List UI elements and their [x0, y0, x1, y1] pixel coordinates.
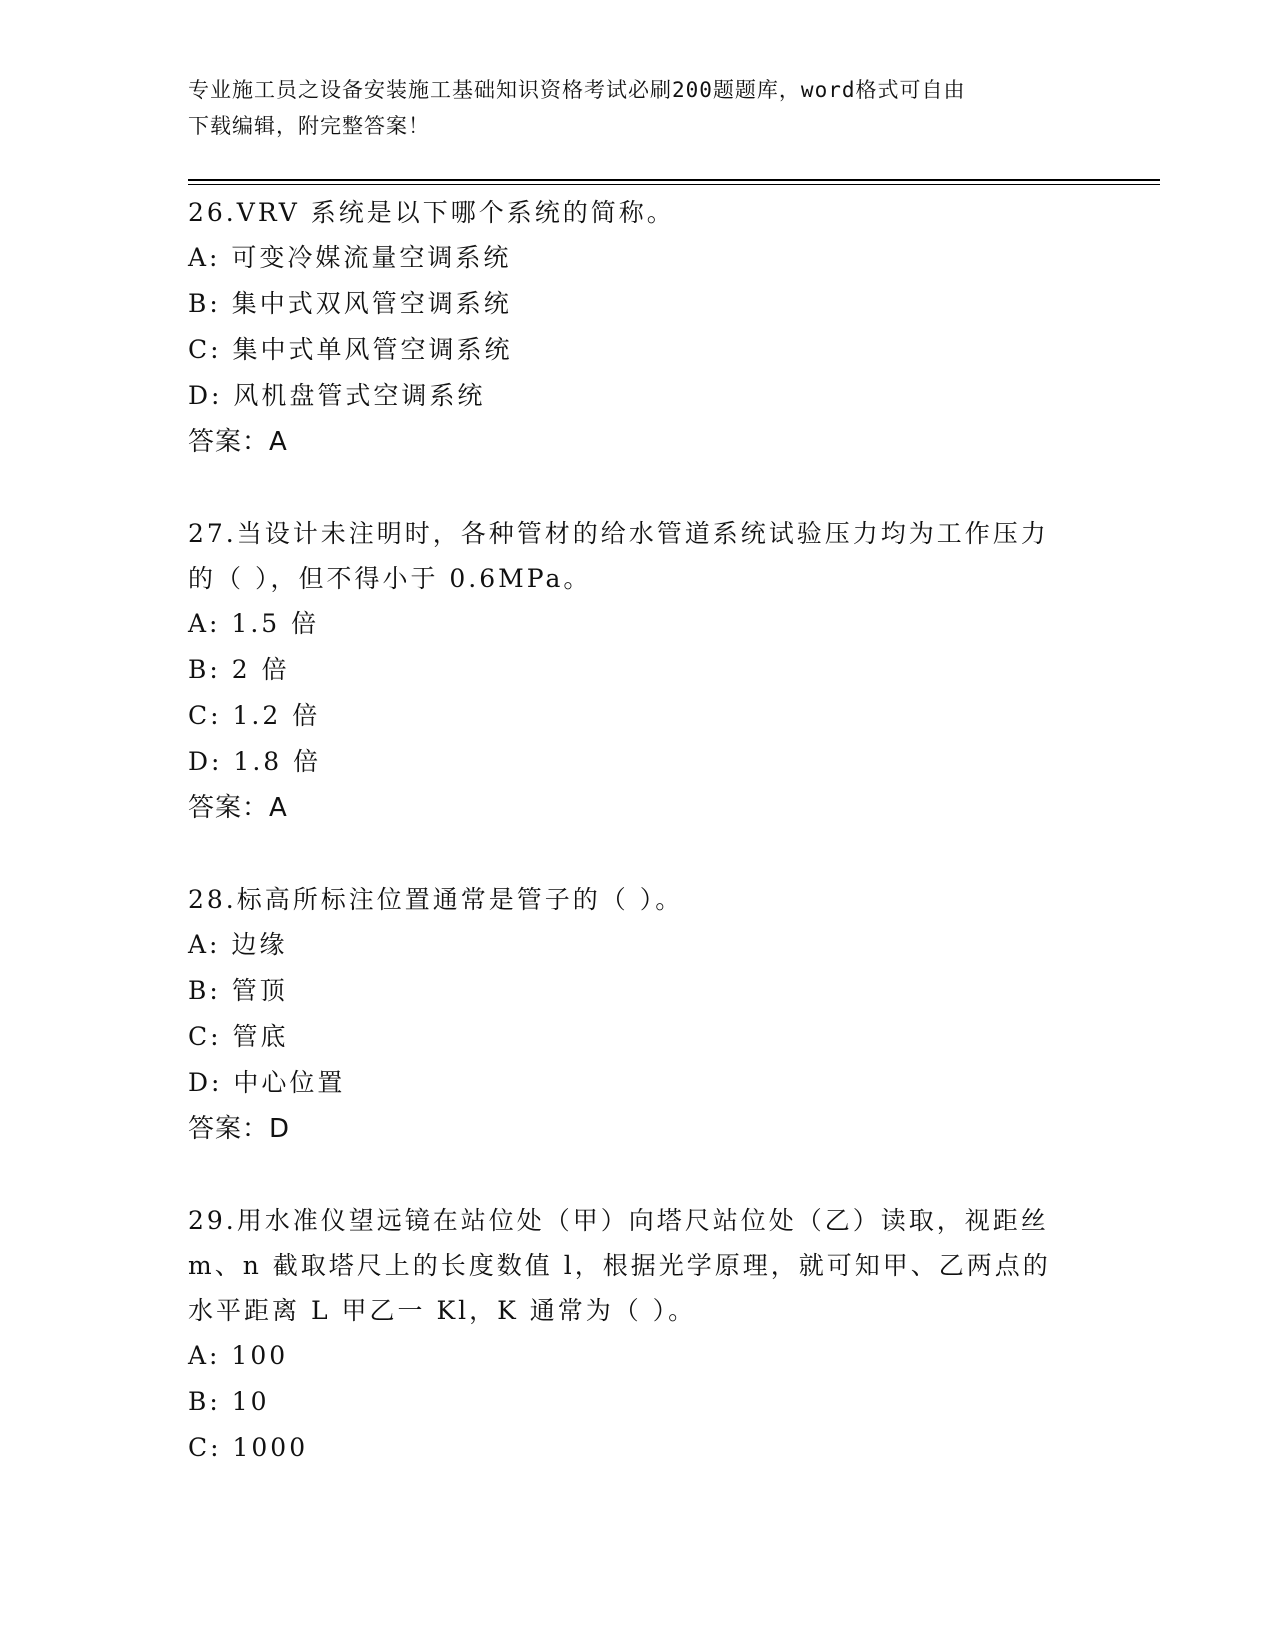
header-line-1: 专业施工员之设备安装施工基础知识资格考试必刷200题题库，word格式可自由 — [188, 78, 966, 102]
option-d: D: 风机盘管式空调系统 — [188, 381, 486, 410]
question-27 — [188, 511, 1108, 831]
question-stem: 28.标高所标注位置通常是管子的（ ）。 — [188, 885, 684, 914]
document-header — [188, 72, 1088, 144]
question-list — [188, 190, 1108, 1517]
answer: 答案：A — [188, 427, 288, 457]
option-c: C: 1000 — [188, 1433, 309, 1462]
option-b: B: 集中式双风管空调系统 — [188, 289, 512, 318]
answer: 答案：A — [188, 793, 288, 823]
option-a: A: 1.5 倍 — [188, 609, 320, 638]
question-stem-line-1: 27.当设计未注明时，各种管材的给水管道系统试验压力均为工作压力 — [188, 519, 1049, 548]
option-b: B: 管顶 — [188, 976, 288, 1005]
header-line-2: 下载编辑，附完整答案！ — [188, 114, 430, 138]
option-a: A: 边缘 — [188, 930, 288, 959]
option-c: C: 1.2 倍 — [188, 701, 321, 730]
option-d: D: 中心位置 — [188, 1068, 346, 1097]
question-stem: 26.VRV 系统是以下哪个系统的简称。 — [188, 198, 675, 227]
answer: 答案：D — [188, 1114, 291, 1144]
option-b: B: 10 — [188, 1387, 270, 1416]
header-rule-thin — [188, 184, 1160, 185]
option-a: A: 可变冷媒流量空调系统 — [188, 243, 512, 272]
question-28 — [188, 877, 1108, 1152]
header-rule-thick — [188, 179, 1160, 181]
question-stem-line-3: 水平距离 L 甲乙一 Kl，K 通常为（ ）。 — [188, 1296, 697, 1325]
option-d: D: 1.8 倍 — [188, 747, 322, 776]
option-c: C: 管底 — [188, 1022, 289, 1051]
question-stem-line-1: 29.用水准仪望远镜在站位处（甲）向塔尺站位处（乙）读取，视距丝 — [188, 1206, 1049, 1235]
question-stem-line-2: m、n 截取塔尺上的长度数值 l，根据光学原理，就可知甲、乙两点的 — [188, 1251, 1051, 1280]
option-a: A: 100 — [188, 1341, 289, 1370]
option-c: C: 集中式单风管空调系统 — [188, 335, 513, 364]
question-26 — [188, 190, 1108, 465]
question-29 — [188, 1198, 1108, 1471]
question-stem-line-2: 的（ ），但不得小于 0.6MPa。 — [188, 564, 592, 593]
option-b: B: 2 倍 — [188, 655, 290, 684]
